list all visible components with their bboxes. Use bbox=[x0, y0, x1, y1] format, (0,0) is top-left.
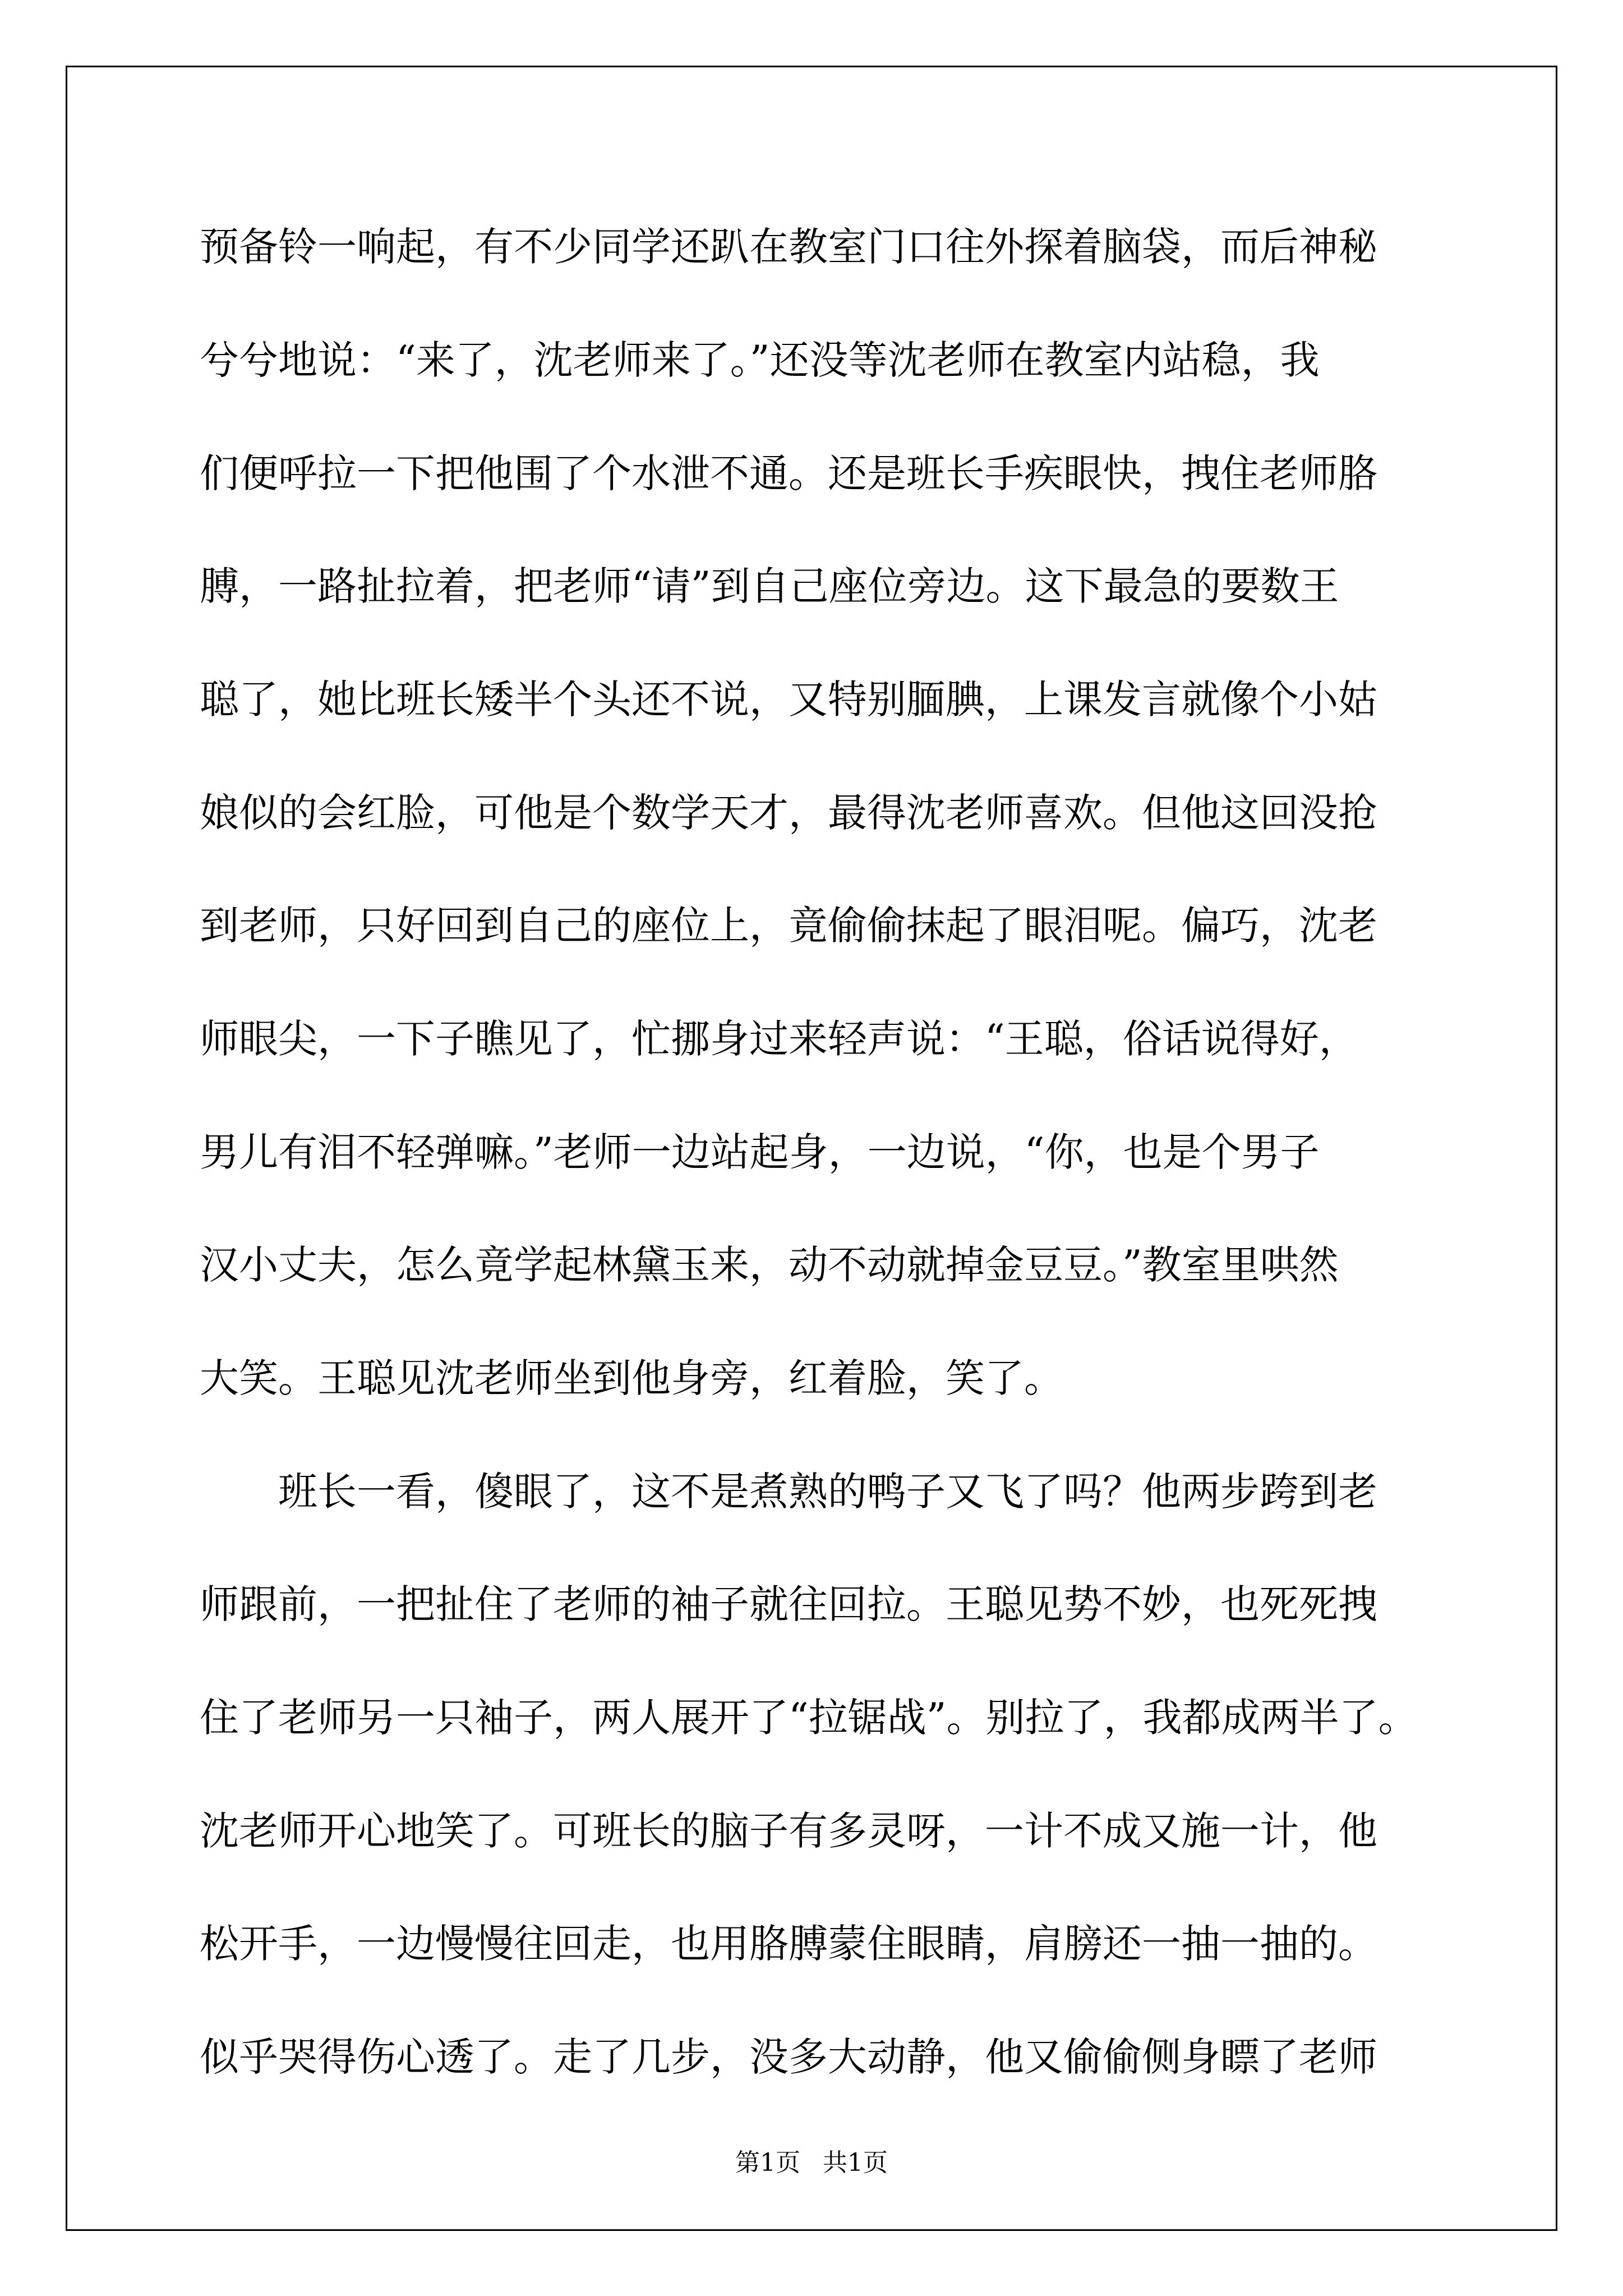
page-total: 共1页 bbox=[823, 2148, 888, 2177]
text-line-14: 住了老师另一只袖子，两人展开了“拉锯战”。别拉了，我都成两半了。 bbox=[200, 1695, 1418, 1741]
text-line-9: 男儿有泪不轻弹嘛。”老师一边站起身，一边说，“你，也是个男子 bbox=[200, 1129, 1320, 1175]
text-line-12: 班长一看，傻眼了，这不是煮熟的鸭子又飞了吗？他两步跨到老 bbox=[200, 1469, 1377, 1515]
text-line-7: 到老师，只好回到自己的座位上，竟偷偷抹起了眼泪呢。偏巧，沈老 bbox=[200, 903, 1377, 949]
text-line-3: 们便呼拉一下把他围了个水泄不通。还是班长手疾眼快，拽住老师胳 bbox=[200, 450, 1377, 496]
text-line-4: 膊，一路扯拉着，把老师“请”到自己座位旁边。这下最急的要数王 bbox=[200, 563, 1339, 609]
text-line-16: 松开手，一边慢慢往回走，也用胳膊蒙住眼睛，肩膀还一抽一抽的。 bbox=[200, 1921, 1377, 1967]
text-line-6: 娘似的会红脸，可他是个数学天才，最得沈老师喜欢。但他这回没抢 bbox=[200, 790, 1377, 836]
text-line-5: 聪了，她比班长矮半个头还不说，又特别腼腆，上课发言就像个小姑 bbox=[200, 677, 1377, 723]
text-line-2: 兮兮地说：“来了，沈老师来了。”还没等沈老师在教室内站稳，我 bbox=[200, 337, 1320, 383]
page-number: 第1页 bbox=[735, 2148, 800, 2177]
text-line-17: 似乎哭得伤心透了。走了几步，没多大动静，他又偷偷侧身瞟了老师 bbox=[200, 2034, 1377, 2080]
text-line-15: 沈老师开心地笑了。可班长的脑子有多灵呀，一计不成又施一计，他 bbox=[200, 1808, 1377, 1854]
text-line-13: 师跟前，一把扯住了老师的袖子就往回拉。王聪见势不妙，也死死拽 bbox=[200, 1581, 1377, 1627]
text-line-8: 师眼尖，一下子瞧见了，忙挪身过来轻声说：“王聪，俗话说得好， bbox=[200, 1016, 1358, 1062]
text-line-10: 汉小丈夫，怎么竟学起林黛玉来，动不动就掉金豆豆。”教室里哄然 bbox=[200, 1242, 1339, 1288]
page-footer bbox=[0, 2146, 1623, 2180]
text-line-11: 大笑。王聪见沈老师坐到他身旁，红着脸，笑了。 bbox=[200, 1355, 1063, 1401]
text-line-1: 预备铃一响起，有不少同学还趴在教室门口往外探着脑袋，而后神秘 bbox=[200, 224, 1377, 270]
